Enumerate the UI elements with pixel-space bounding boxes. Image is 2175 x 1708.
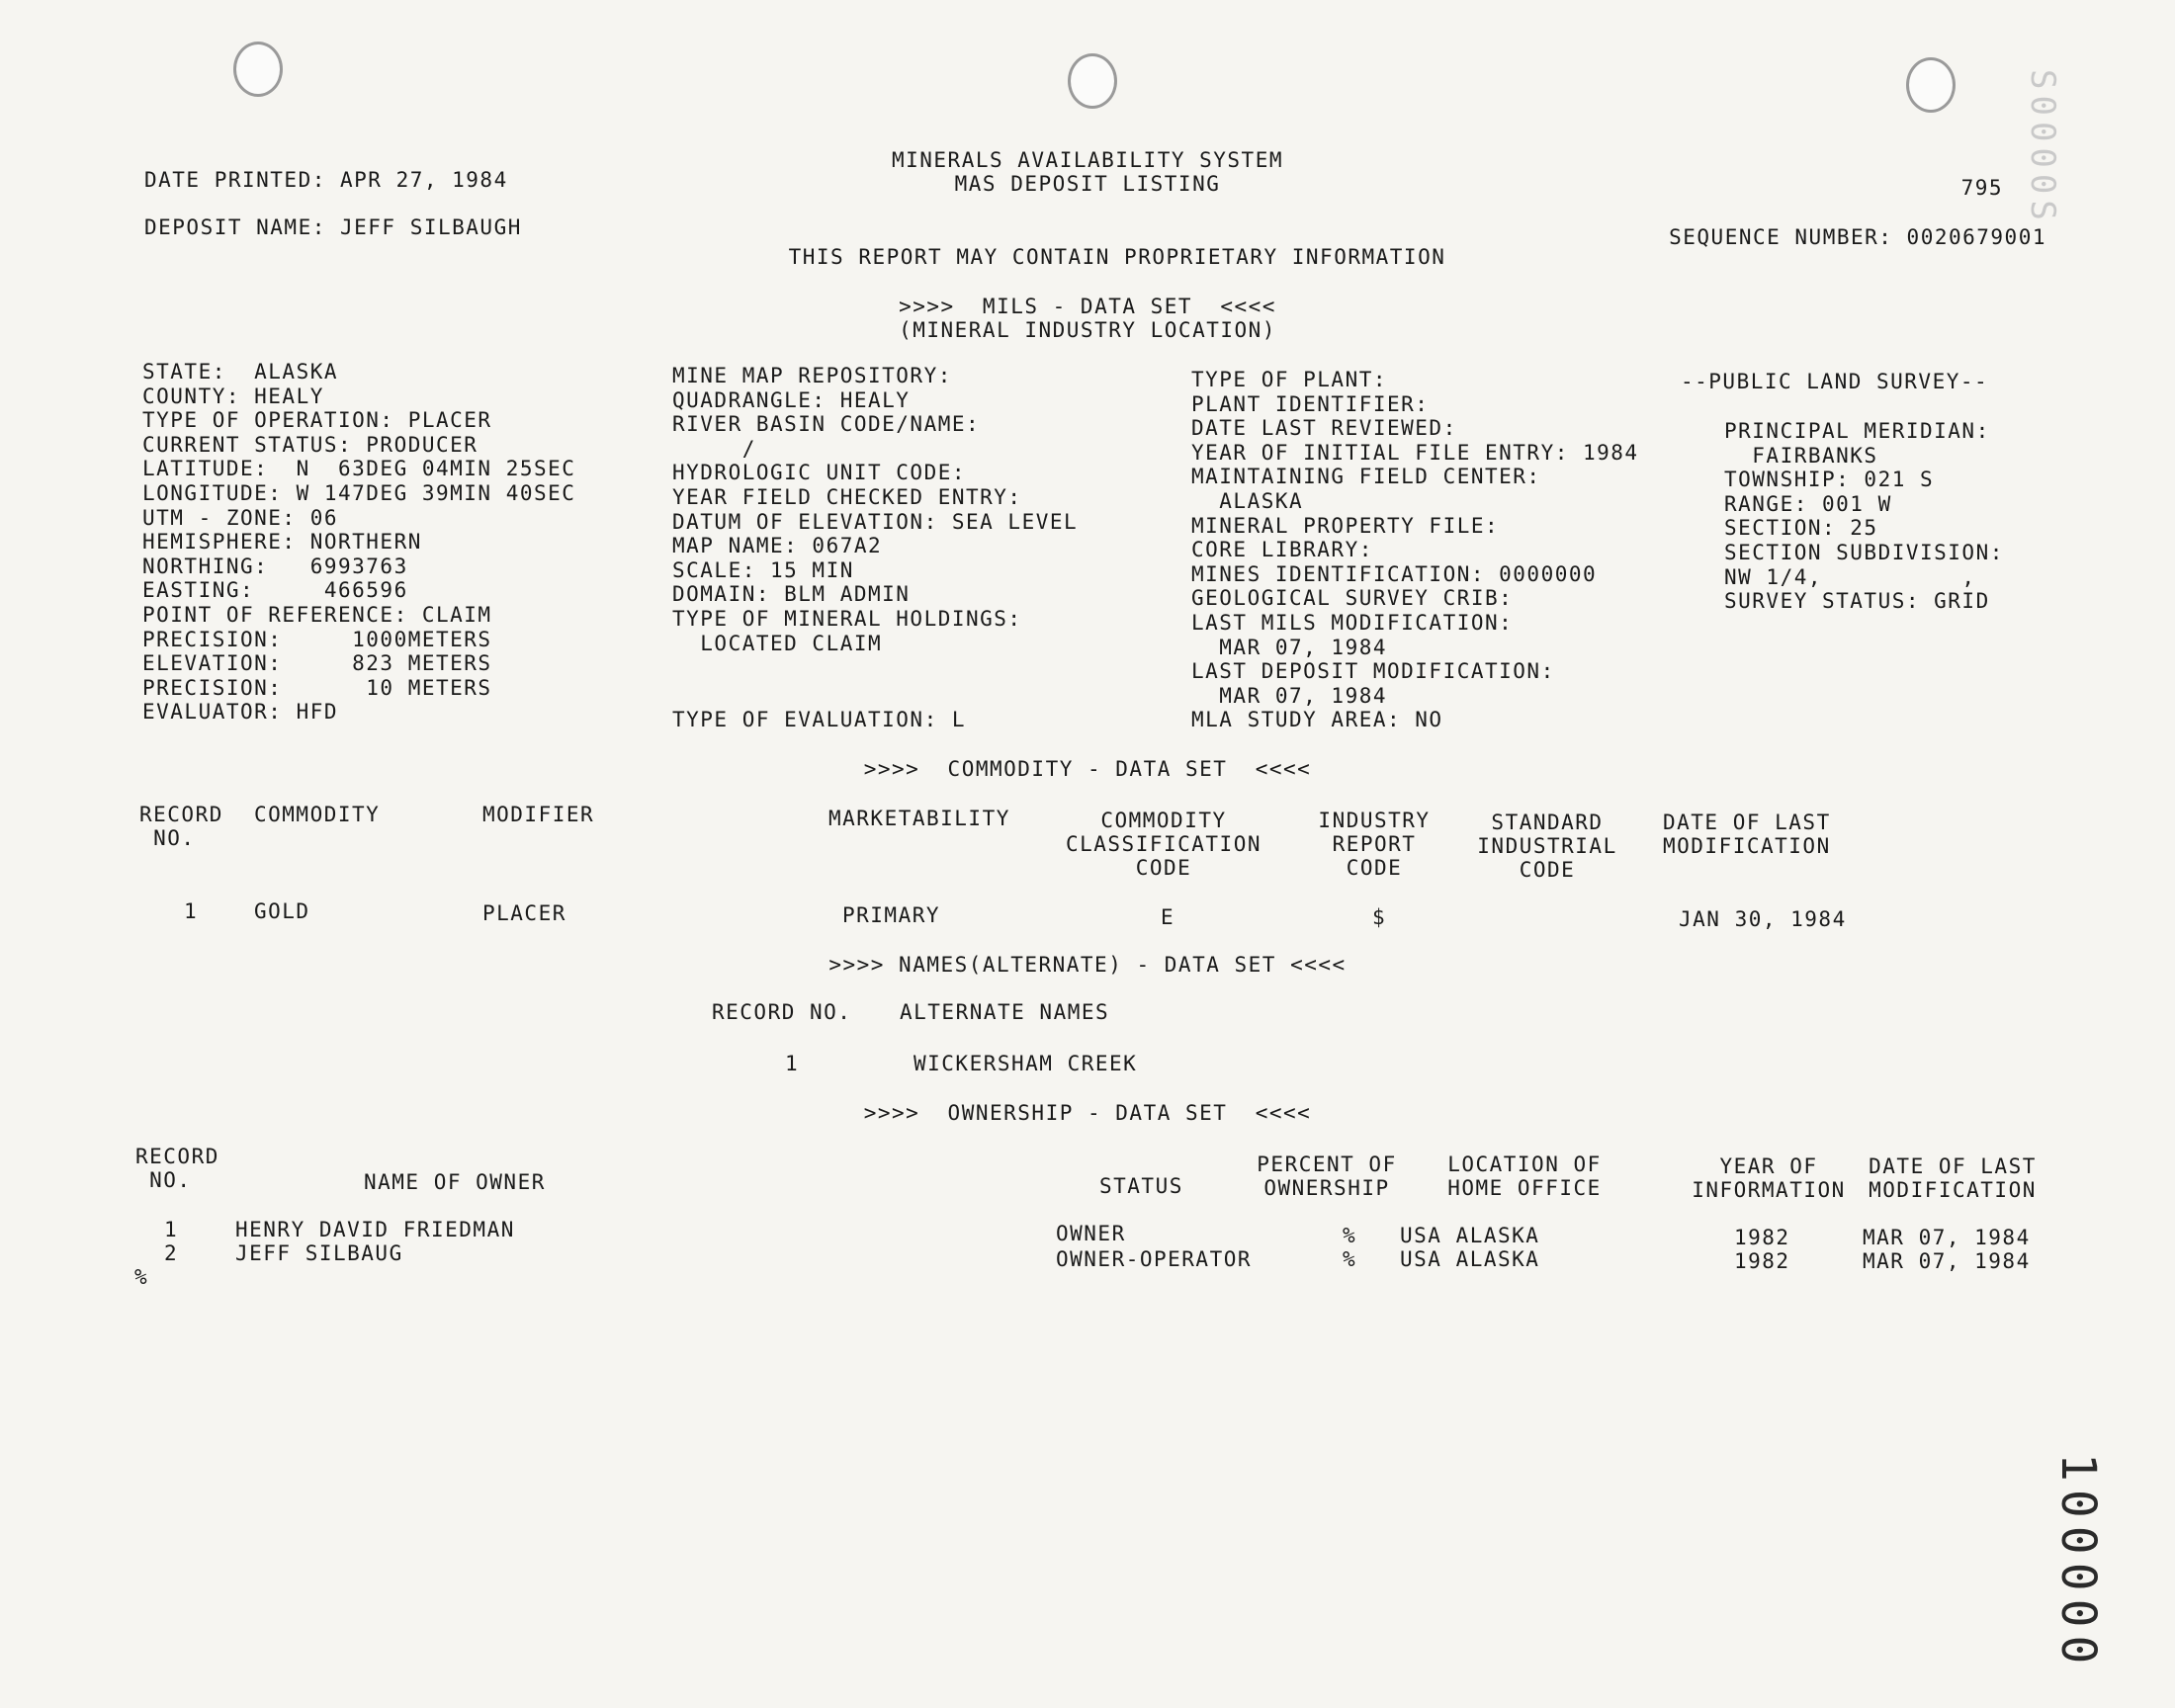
public-land-survey-title: --PUBLIC LAND SURVEY--	[1681, 370, 1989, 393]
ownership-header-status: STATUS	[1099, 1174, 1183, 1198]
mils-field-line: EVALUATOR: HFD	[142, 700, 339, 725]
punch-hole-right	[1906, 57, 1956, 113]
mils-field-line: POINT OF REFERENCE: CLAIM	[142, 603, 492, 627]
mils-field-line: FAIRBANKS	[1724, 443, 1878, 468]
commodity-header-marketability: MARKETABILITY	[828, 807, 1010, 830]
mils-field-line: HYDROLOGIC UNIT CODE:	[672, 461, 967, 485]
commodity-header-sic: STANDARD INDUSTRIAL CODE	[1477, 811, 1617, 882]
mils-field-line: DATUM OF ELEVATION: SEA LEVEL	[672, 509, 1079, 534]
ownership-header-location: LOCATION OF HOME OFFICE	[1447, 1153, 1602, 1200]
mils-field-line: PRECISION: 1000METERS	[142, 627, 492, 651]
mils-field-line: TYPE OF PLANT:	[1191, 368, 1388, 391]
names-alternate-name: WICKERSHAM CREEK	[914, 1052, 1138, 1075]
mils-field-line: NW 1/4, ,	[1724, 564, 1976, 589]
commodity-class-code: E	[1161, 905, 1175, 929]
page-stamp-bottom: 100000	[2050, 1453, 2106, 1672]
ownership-percent: %	[1343, 1224, 1357, 1247]
mils-field-line: GEOLOGICAL SURVEY CRIB:	[1191, 586, 1514, 611]
names-header-names: ALTERNATE NAMES	[900, 1000, 1110, 1024]
ownership-header-year: YEAR OF INFORMATION	[1692, 1154, 1846, 1202]
ownership-location: USA ALASKA	[1400, 1224, 1540, 1247]
page-stamp-top: S0000S	[2023, 69, 2062, 226]
commodity-record: 1	[184, 899, 199, 923]
ownership-owner: JEFF SILBAUG	[235, 1241, 403, 1265]
ownership-record: 1	[164, 1218, 179, 1241]
ownership-date-mod: MAR 07, 1984	[1863, 1226, 2031, 1249]
mils-field-line: NORTHING: 6993763	[142, 554, 408, 578]
ownership-header-record: RECORD NO.	[135, 1145, 219, 1192]
commodity-header-record: RECORD NO.	[139, 803, 223, 850]
punch-hole-left	[233, 42, 283, 97]
names-section-title: >>>> NAMES(ALTERNATE) - DATA SET <<<<	[828, 953, 1347, 977]
ownership-header-date-mod: DATE OF LAST MODIFICATION	[1869, 1154, 2037, 1202]
commodity-section-title: >>>> COMMODITY - DATA SET <<<<	[863, 757, 1312, 781]
ownership-record: 2	[164, 1241, 179, 1265]
commodity-modifier: PLACER	[482, 901, 566, 925]
ownership-owner: HENRY DAVID FRIEDMAN	[235, 1218, 515, 1241]
punch-hole-center	[1068, 53, 1117, 109]
mils-field-line: MINE MAP REPOSITORY:	[672, 364, 952, 387]
mils-field-line: CURRENT STATUS: PRODUCER	[142, 432, 478, 457]
mils-field-line: DATE LAST REVIEWED:	[1191, 416, 1457, 441]
ownership-status: OWNER-OPERATOR	[1056, 1247, 1253, 1271]
commodity-header-modifier: MODIFIER	[482, 803, 595, 826]
mils-field-line: ALASKA	[1191, 489, 1304, 513]
names-record: 1	[785, 1052, 800, 1075]
ownership-date-mod: MAR 07, 1984	[1863, 1249, 2031, 1273]
listing-title: MAS DEPOSIT LISTING	[954, 172, 1221, 196]
mils-field-line: LAST MILS MODIFICATION:	[1191, 611, 1514, 635]
mils-field-line: EASTING: 466596	[142, 578, 408, 603]
commodity-name: GOLD	[254, 899, 310, 923]
mils-field-line: QUADRANGLE: HEALY	[672, 387, 911, 412]
commodity-industry-code: $	[1372, 905, 1387, 929]
mils-field-line: YEAR FIELD CHECKED ENTRY:	[672, 485, 1022, 509]
mils-field-line: MINERAL PROPERTY FILE:	[1191, 513, 1500, 538]
ownership-header-percent: PERCENT OF OWNERSHIP	[1257, 1153, 1397, 1200]
mils-field-line: SECTION SUBDIVISION:	[1724, 541, 2004, 564]
mils-section-title: >>>> MILS - DATA SET <<<<	[899, 295, 1276, 318]
mils-field-line: DOMAIN: BLM ADMIN	[672, 582, 911, 607]
mils-field-line: RIVER BASIN CODE/NAME:	[672, 412, 981, 437]
mils-field-line: SECTION: 25	[1724, 516, 1878, 541]
commodity-marketability: PRIMARY	[842, 903, 941, 927]
mils-field-line: MAR 07, 1984	[1191, 635, 1388, 659]
type-of-evaluation: TYPE OF EVALUATION: L	[672, 708, 967, 731]
mils-field-line: COUNTY: HEALY	[142, 384, 324, 408]
mils-field-line: MLA STUDY AREA: NO	[1191, 708, 1443, 732]
ownership-percent: %	[1343, 1247, 1357, 1271]
ownership-header-owner: NAME OF OWNER	[364, 1170, 546, 1194]
ownership-section-title: >>>> OWNERSHIP - DATA SET <<<<	[863, 1101, 1312, 1125]
mils-field-line: TOWNSHIP: 021 S	[1724, 468, 1935, 492]
date-printed: DATE PRINTED: APR 27, 1984	[144, 168, 508, 192]
mils-field-line: MAINTAINING FIELD CENTER:	[1191, 465, 1541, 489]
mils-field-line: PRECISION: 10 METERS	[142, 675, 492, 700]
page-number: 795	[1960, 176, 2003, 200]
ownership-year: 1982	[1734, 1226, 1790, 1249]
deposit-name: DEPOSIT NAME: JEFF SILBAUGH	[144, 215, 522, 239]
mils-field-line: MINES IDENTIFICATION: 0000000	[1191, 561, 1598, 586]
system-title: MINERALS AVAILABILITY SYSTEM	[891, 148, 1283, 172]
mils-field-line: SCALE: 15 MIN	[672, 557, 854, 582]
mils-section-subtitle: (MINERAL INDUSTRY LOCATION)	[899, 318, 1276, 342]
mils-field-line: ELEVATION: 823 METERS	[142, 651, 492, 676]
names-header-record: RECORD NO.	[712, 1000, 852, 1024]
commodity-header-date-mod: DATE OF LAST MODIFICATION	[1663, 811, 1831, 858]
ownership-year: 1982	[1734, 1249, 1790, 1273]
mils-field-line: TYPE OF MINERAL HOLDINGS:	[672, 607, 1022, 631]
mils-field-line: LONGITUDE: W 147DEG 39MIN 40SEC	[142, 481, 576, 505]
ownership-status: OWNER	[1056, 1222, 1126, 1245]
mils-field-line: PRINCIPAL MERIDIAN:	[1724, 419, 1990, 443]
commodity-header-class-code: COMMODITY CLASSIFICATION CODE	[1065, 809, 1262, 880]
commodity-header-commodity: COMMODITY	[254, 803, 381, 826]
ownership-footnote: %	[134, 1265, 149, 1289]
mils-field-line: HEMISPHERE: NORTHERN	[142, 530, 422, 555]
mils-field-line: MAP NAME: 067A2	[672, 534, 883, 558]
mils-field-line: TYPE OF OPERATION: PLACER	[142, 408, 492, 433]
mils-field-line: LOCATED CLAIM	[672, 631, 883, 655]
mils-field-line: YEAR OF INITIAL FILE ENTRY: 1984	[1191, 440, 1639, 465]
mils-field-line: PLANT IDENTIFIER:	[1191, 391, 1430, 416]
mils-field-line: UTM - ZONE: 06	[142, 505, 339, 530]
commodity-date-mod: JAN 30, 1984	[1679, 907, 1847, 931]
mils-field-line: LAST DEPOSIT MODIFICATION:	[1191, 659, 1555, 684]
mils-field-line: CORE LIBRARY:	[1191, 538, 1373, 562]
sequence-number: SEQUENCE NUMBER: 0020679001	[1669, 225, 2046, 249]
mils-field-line: /	[672, 436, 756, 461]
mils-field-line: SURVEY STATUS: GRID	[1724, 589, 1990, 614]
mils-field-line: LATITUDE: N 63DEG 04MIN 25SEC	[142, 457, 576, 481]
ownership-location: USA ALASKA	[1400, 1247, 1540, 1271]
mils-field-line: RANGE: 001 W	[1724, 491, 1892, 516]
proprietary-notice: THIS REPORT MAY CONTAIN PROPRIETARY INFORMATION	[788, 245, 1446, 269]
mils-field-line: STATE: ALASKA	[142, 360, 339, 384]
commodity-header-industry-code: INDUSTRY REPORT CODE	[1318, 809, 1431, 880]
mils-field-line: MAR 07, 1984	[1191, 683, 1388, 708]
